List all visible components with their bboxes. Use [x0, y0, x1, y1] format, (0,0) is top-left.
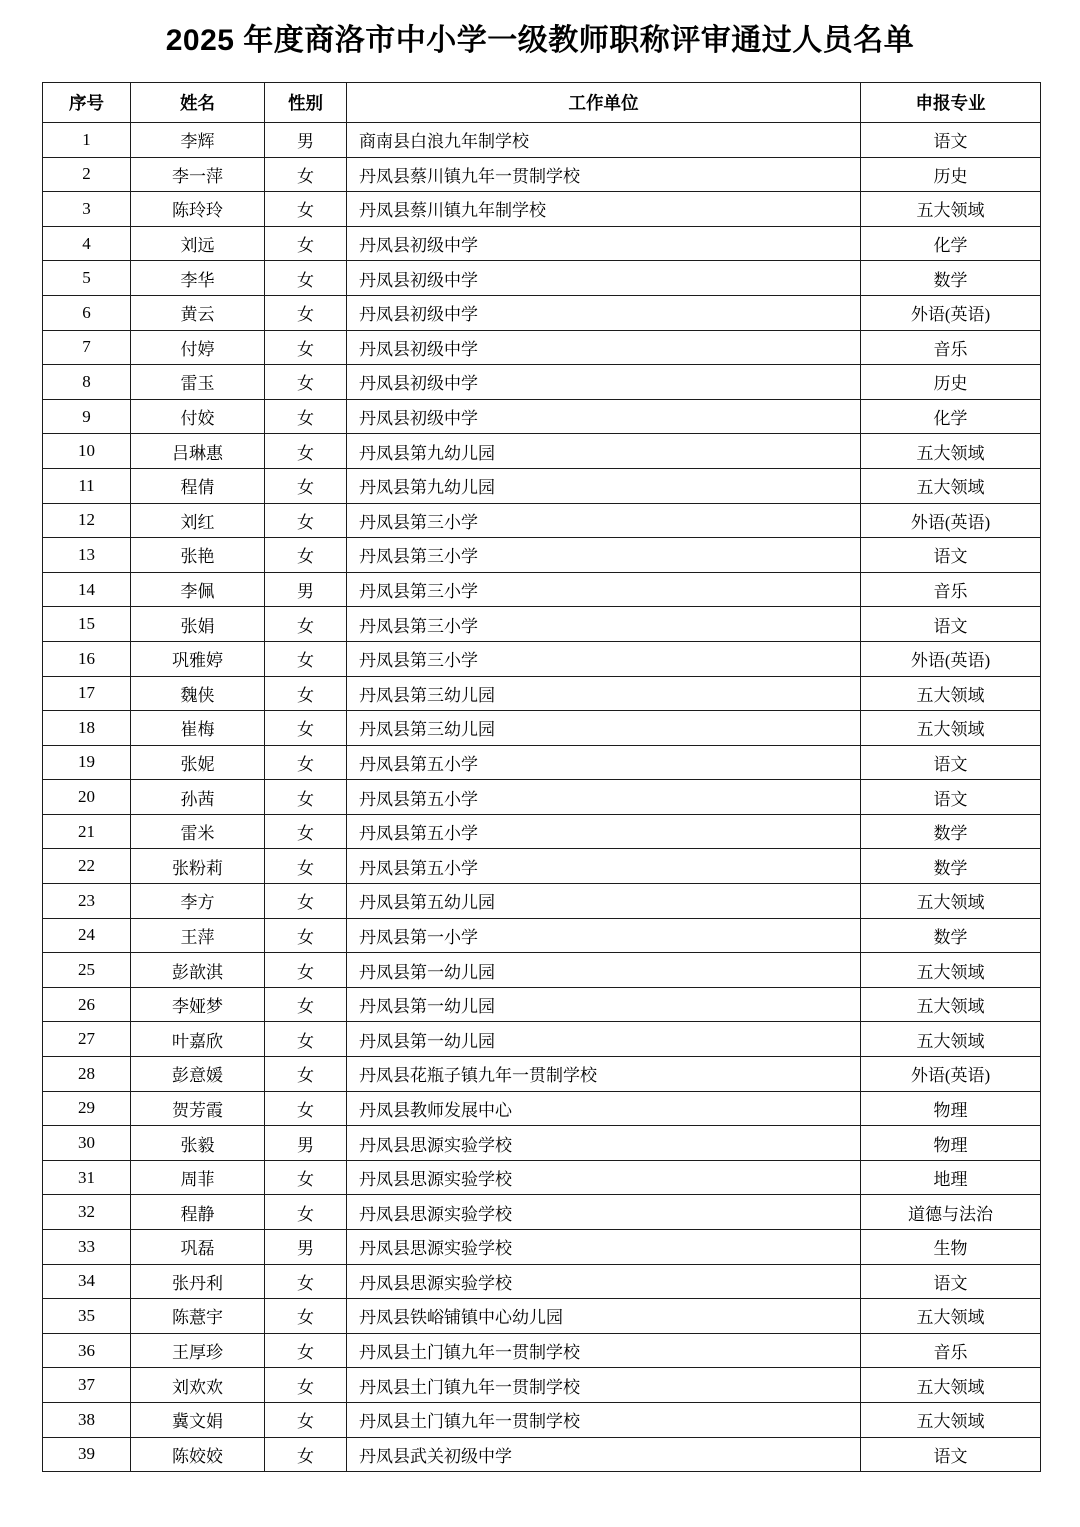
cell-work-unit: 丹凤县初级中学: [347, 226, 861, 261]
cell-index: 15: [43, 607, 131, 642]
cell-index: 11: [43, 468, 131, 503]
cell-gender: 女: [265, 330, 347, 365]
cell-major: 五大领域: [861, 953, 1041, 988]
cell-major: 五大领域: [861, 884, 1041, 919]
cell-gender: 女: [265, 1402, 347, 1437]
cell-index: 5: [43, 261, 131, 296]
cell-name: 李佩: [131, 572, 265, 607]
cell-work-unit: 丹凤县思源实验学校: [347, 1264, 861, 1299]
table-row: [43, 434, 1041, 469]
cell-name: 吕琳惠: [131, 434, 265, 469]
cell-index: 23: [43, 884, 131, 919]
cell-major: 语文: [861, 123, 1041, 158]
cell-major: 语文: [861, 538, 1041, 573]
cell-name: 李辉: [131, 123, 265, 158]
table-row: [43, 1437, 1041, 1472]
cell-major: 数学: [861, 849, 1041, 884]
table-header-row: [43, 83, 1041, 123]
cell-work-unit: 丹凤县土门镇九年一贯制学校: [347, 1333, 861, 1368]
cell-work-unit: 丹凤县第三小学: [347, 572, 861, 607]
cell-name: 张艳: [131, 538, 265, 573]
cell-major: 音乐: [861, 1333, 1041, 1368]
table-row: [43, 1057, 1041, 1092]
cell-name: 李华: [131, 261, 265, 296]
cell-gender: 男: [265, 572, 347, 607]
cell-work-unit: 丹凤县思源实验学校: [347, 1126, 861, 1161]
cell-major: 五大领域: [861, 987, 1041, 1022]
cell-gender: 女: [265, 1368, 347, 1403]
cell-index: 28: [43, 1057, 131, 1092]
cell-index: 26: [43, 987, 131, 1022]
table-row: [43, 884, 1041, 919]
cell-index: 17: [43, 676, 131, 711]
cell-name: 陈姣姣: [131, 1437, 265, 1472]
table-row: [43, 1091, 1041, 1126]
cell-index: 9: [43, 399, 131, 434]
cell-name: 彭歆淇: [131, 953, 265, 988]
cell-index: 14: [43, 572, 131, 607]
cell-major: 生物: [861, 1230, 1041, 1265]
cell-index: 34: [43, 1264, 131, 1299]
cell-major: 五大领域: [861, 434, 1041, 469]
cell-index: 19: [43, 745, 131, 780]
cell-major: 音乐: [861, 572, 1041, 607]
table-row: [43, 849, 1041, 884]
cell-name: 陈玲玲: [131, 192, 265, 227]
cell-name: 巩雅婷: [131, 641, 265, 676]
cell-name: 张娟: [131, 607, 265, 642]
cell-work-unit: 丹凤县第三幼儿园: [347, 711, 861, 746]
table-row: [43, 1160, 1041, 1195]
cell-name: 李方: [131, 884, 265, 919]
cell-major: 道德与法治: [861, 1195, 1041, 1230]
cell-major: 地理: [861, 1160, 1041, 1195]
cell-index: 4: [43, 226, 131, 261]
table-row: [43, 468, 1041, 503]
cell-work-unit: 丹凤县教师发展中心: [347, 1091, 861, 1126]
cell-gender: 女: [265, 157, 347, 192]
cell-index: 10: [43, 434, 131, 469]
cell-name: 陈薏宇: [131, 1299, 265, 1334]
cell-name: 程静: [131, 1195, 265, 1230]
cell-work-unit: 丹凤县第五小学: [347, 814, 861, 849]
cell-index: 20: [43, 780, 131, 815]
cell-gender: 女: [265, 780, 347, 815]
page-title: 2025 年度商洛市中小学一级教师职称评审通过人员名单: [165, 24, 915, 57]
cell-name: 李娅梦: [131, 987, 265, 1022]
cell-major: 五大领域: [861, 1022, 1041, 1057]
cell-work-unit: 丹凤县第三小学: [347, 641, 861, 676]
cell-name: 彭意媛: [131, 1057, 265, 1092]
cell-name: 付婷: [131, 330, 265, 365]
table-row: [43, 745, 1041, 780]
table-row: [43, 1022, 1041, 1057]
table-row: [43, 192, 1041, 227]
cell-gender: 男: [265, 1126, 347, 1161]
cell-work-unit: 丹凤县第九幼儿园: [347, 434, 861, 469]
cell-work-unit: 丹凤县思源实验学校: [347, 1195, 861, 1230]
roster-table: [42, 82, 1041, 1472]
cell-name: 程倩: [131, 468, 265, 503]
header-index: 序号: [43, 83, 131, 123]
cell-work-unit: 丹凤县初级中学: [347, 399, 861, 434]
table-row: [43, 1264, 1041, 1299]
table-row: [43, 780, 1041, 815]
cell-index: 2: [43, 157, 131, 192]
cell-major: 音乐: [861, 330, 1041, 365]
header-work-unit: 工作单位: [347, 83, 861, 123]
cell-index: 8: [43, 365, 131, 400]
table-row: [43, 607, 1041, 642]
table-row: [43, 1333, 1041, 1368]
cell-gender: 女: [265, 711, 347, 746]
cell-major: 数学: [861, 261, 1041, 296]
cell-index: 39: [43, 1437, 131, 1472]
cell-name: 叶嘉欣: [131, 1022, 265, 1057]
cell-major: 物理: [861, 1091, 1041, 1126]
table-row: [43, 676, 1041, 711]
table-row: [43, 572, 1041, 607]
table-row: [43, 918, 1041, 953]
header-name: 姓名: [131, 83, 265, 123]
cell-index: 25: [43, 953, 131, 988]
cell-index: 32: [43, 1195, 131, 1230]
cell-index: 27: [43, 1022, 131, 1057]
cell-major: 化学: [861, 226, 1041, 261]
cell-name: 付姣: [131, 399, 265, 434]
cell-gender: 女: [265, 261, 347, 296]
table-row: [43, 814, 1041, 849]
cell-major: 历史: [861, 365, 1041, 400]
cell-index: 12: [43, 503, 131, 538]
cell-major: 外语(英语): [861, 295, 1041, 330]
table-row: [43, 261, 1041, 296]
cell-major: 语文: [861, 1264, 1041, 1299]
cell-gender: 女: [265, 295, 347, 330]
header-gender: 性别: [265, 83, 347, 123]
cell-work-unit: 丹凤县第三幼儿园: [347, 676, 861, 711]
cell-work-unit: 丹凤县武关初级中学: [347, 1437, 861, 1472]
cell-work-unit: 丹凤县初级中学: [347, 261, 861, 296]
cell-major: 语文: [861, 607, 1041, 642]
cell-index: 22: [43, 849, 131, 884]
cell-work-unit: 商南县白浪九年制学校: [347, 123, 861, 158]
cell-index: 33: [43, 1230, 131, 1265]
cell-name: 王萍: [131, 918, 265, 953]
cell-index: 6: [43, 295, 131, 330]
cell-major: 五大领域: [861, 1368, 1041, 1403]
cell-name: 周菲: [131, 1160, 265, 1195]
table-row: [43, 330, 1041, 365]
cell-gender: 女: [265, 953, 347, 988]
cell-gender: 女: [265, 641, 347, 676]
cell-name: 巩磊: [131, 1230, 265, 1265]
cell-major: 外语(英语): [861, 503, 1041, 538]
cell-major: 五大领域: [861, 192, 1041, 227]
cell-index: 18: [43, 711, 131, 746]
cell-work-unit: 丹凤县思源实验学校: [347, 1230, 861, 1265]
cell-work-unit: 丹凤县花瓶子镇九年一贯制学校: [347, 1057, 861, 1092]
cell-index: 1: [43, 123, 131, 158]
cell-gender: 女: [265, 503, 347, 538]
table-row: [43, 987, 1041, 1022]
cell-gender: 女: [265, 1160, 347, 1195]
cell-index: 31: [43, 1160, 131, 1195]
cell-name: 刘红: [131, 503, 265, 538]
cell-gender: 女: [265, 918, 347, 953]
cell-work-unit: 丹凤县初级中学: [347, 365, 861, 400]
cell-gender: 女: [265, 1091, 347, 1126]
cell-name: 雷米: [131, 814, 265, 849]
cell-major: 五大领域: [861, 468, 1041, 503]
table-row: [43, 538, 1041, 573]
cell-name: 孙茜: [131, 780, 265, 815]
cell-gender: 女: [265, 365, 347, 400]
cell-work-unit: 丹凤县第三小学: [347, 538, 861, 573]
cell-name: 王厚珍: [131, 1333, 265, 1368]
cell-gender: 女: [265, 1299, 347, 1334]
cell-index: 29: [43, 1091, 131, 1126]
cell-gender: 女: [265, 1057, 347, 1092]
cell-work-unit: 丹凤县土门镇九年一贯制学校: [347, 1368, 861, 1403]
cell-index: 30: [43, 1126, 131, 1161]
cell-major: 五大领域: [861, 676, 1041, 711]
cell-gender: 女: [265, 434, 347, 469]
cell-work-unit: 丹凤县第五小学: [347, 745, 861, 780]
cell-gender: 女: [265, 226, 347, 261]
cell-index: 21: [43, 814, 131, 849]
cell-major: 五大领域: [861, 711, 1041, 746]
cell-work-unit: 丹凤县蔡川镇九年制学校: [347, 192, 861, 227]
table-row: [43, 1368, 1041, 1403]
table-row: [43, 399, 1041, 434]
table-row: [43, 123, 1041, 158]
table-row: [43, 1299, 1041, 1334]
cell-work-unit: 丹凤县第一幼儿园: [347, 987, 861, 1022]
table-row: [43, 295, 1041, 330]
cell-work-unit: 丹凤县思源实验学校: [347, 1160, 861, 1195]
cell-index: 35: [43, 1299, 131, 1334]
table-row: [43, 641, 1041, 676]
cell-name: 贺芳霞: [131, 1091, 265, 1126]
cell-gender: 女: [265, 676, 347, 711]
cell-work-unit: 丹凤县铁峪铺镇中心幼儿园: [347, 1299, 861, 1334]
cell-name: 刘远: [131, 226, 265, 261]
cell-gender: 女: [265, 1333, 347, 1368]
cell-major: 语文: [861, 1437, 1041, 1472]
cell-gender: 女: [265, 814, 347, 849]
cell-work-unit: 丹凤县第一幼儿园: [347, 1022, 861, 1057]
cell-name: 刘欢欢: [131, 1368, 265, 1403]
cell-work-unit: 丹凤县第五小学: [347, 849, 861, 884]
cell-work-unit: 丹凤县第五幼儿园: [347, 884, 861, 919]
table-row: [43, 157, 1041, 192]
cell-major: 五大领域: [861, 1299, 1041, 1334]
cell-gender: 女: [265, 538, 347, 573]
cell-major: 化学: [861, 399, 1041, 434]
table-row: [43, 503, 1041, 538]
cell-gender: 女: [265, 1022, 347, 1057]
cell-major: 数学: [861, 814, 1041, 849]
table-row: [43, 1230, 1041, 1265]
table-row: [43, 711, 1041, 746]
cell-gender: 女: [265, 884, 347, 919]
cell-index: 36: [43, 1333, 131, 1368]
cell-name: 冀文娟: [131, 1402, 265, 1437]
table-body: [43, 123, 1041, 1472]
cell-gender: 女: [265, 468, 347, 503]
cell-name: 张毅: [131, 1126, 265, 1161]
cell-gender: 女: [265, 987, 347, 1022]
cell-work-unit: 丹凤县初级中学: [347, 295, 861, 330]
cell-major: 外语(英语): [861, 641, 1041, 676]
cell-work-unit: 丹凤县第九幼儿园: [347, 468, 861, 503]
table-row: [43, 1402, 1041, 1437]
table-row: [43, 365, 1041, 400]
table-row: [43, 1195, 1041, 1230]
cell-work-unit: 丹凤县第三小学: [347, 607, 861, 642]
cell-index: 38: [43, 1402, 131, 1437]
cell-index: 7: [43, 330, 131, 365]
table-row: [43, 226, 1041, 261]
cell-work-unit: 丹凤县第五小学: [347, 780, 861, 815]
cell-gender: 男: [265, 123, 347, 158]
cell-major: 语文: [861, 780, 1041, 815]
cell-work-unit: 丹凤县第一幼儿园: [347, 953, 861, 988]
cell-name: 张丹利: [131, 1264, 265, 1299]
cell-name: 魏侠: [131, 676, 265, 711]
cell-index: 13: [43, 538, 131, 573]
cell-major: 五大领域: [861, 1402, 1041, 1437]
table-row: [43, 1126, 1041, 1161]
cell-major: 外语(英语): [861, 1057, 1041, 1092]
cell-index: 16: [43, 641, 131, 676]
cell-name: 崔梅: [131, 711, 265, 746]
cell-major: 语文: [861, 745, 1041, 780]
cell-index: 3: [43, 192, 131, 227]
cell-gender: 女: [265, 849, 347, 884]
cell-gender: 女: [265, 1437, 347, 1472]
cell-name: 黄云: [131, 295, 265, 330]
cell-gender: 女: [265, 1195, 347, 1230]
table-row: [43, 953, 1041, 988]
cell-name: 雷玉: [131, 365, 265, 400]
cell-work-unit: 丹凤县第三小学: [347, 503, 861, 538]
cell-work-unit: 丹凤县第一小学: [347, 918, 861, 953]
cell-gender: 女: [265, 1264, 347, 1299]
cell-work-unit: 丹凤县初级中学: [347, 330, 861, 365]
cell-gender: 女: [265, 192, 347, 227]
cell-work-unit: 丹凤县蔡川镇九年一贯制学校: [347, 157, 861, 192]
cell-gender: 男: [265, 1230, 347, 1265]
cell-major: 数学: [861, 918, 1041, 953]
cell-gender: 女: [265, 607, 347, 642]
cell-major: 历史: [861, 157, 1041, 192]
cell-work-unit: 丹凤县土门镇九年一贯制学校: [347, 1402, 861, 1437]
cell-index: 37: [43, 1368, 131, 1403]
header-major: 申报专业: [861, 83, 1041, 123]
cell-name: 张粉莉: [131, 849, 265, 884]
cell-major: 物理: [861, 1126, 1041, 1161]
cell-gender: 女: [265, 745, 347, 780]
cell-name: 李一萍: [131, 157, 265, 192]
cell-index: 24: [43, 918, 131, 953]
cell-name: 张妮: [131, 745, 265, 780]
cell-gender: 女: [265, 399, 347, 434]
